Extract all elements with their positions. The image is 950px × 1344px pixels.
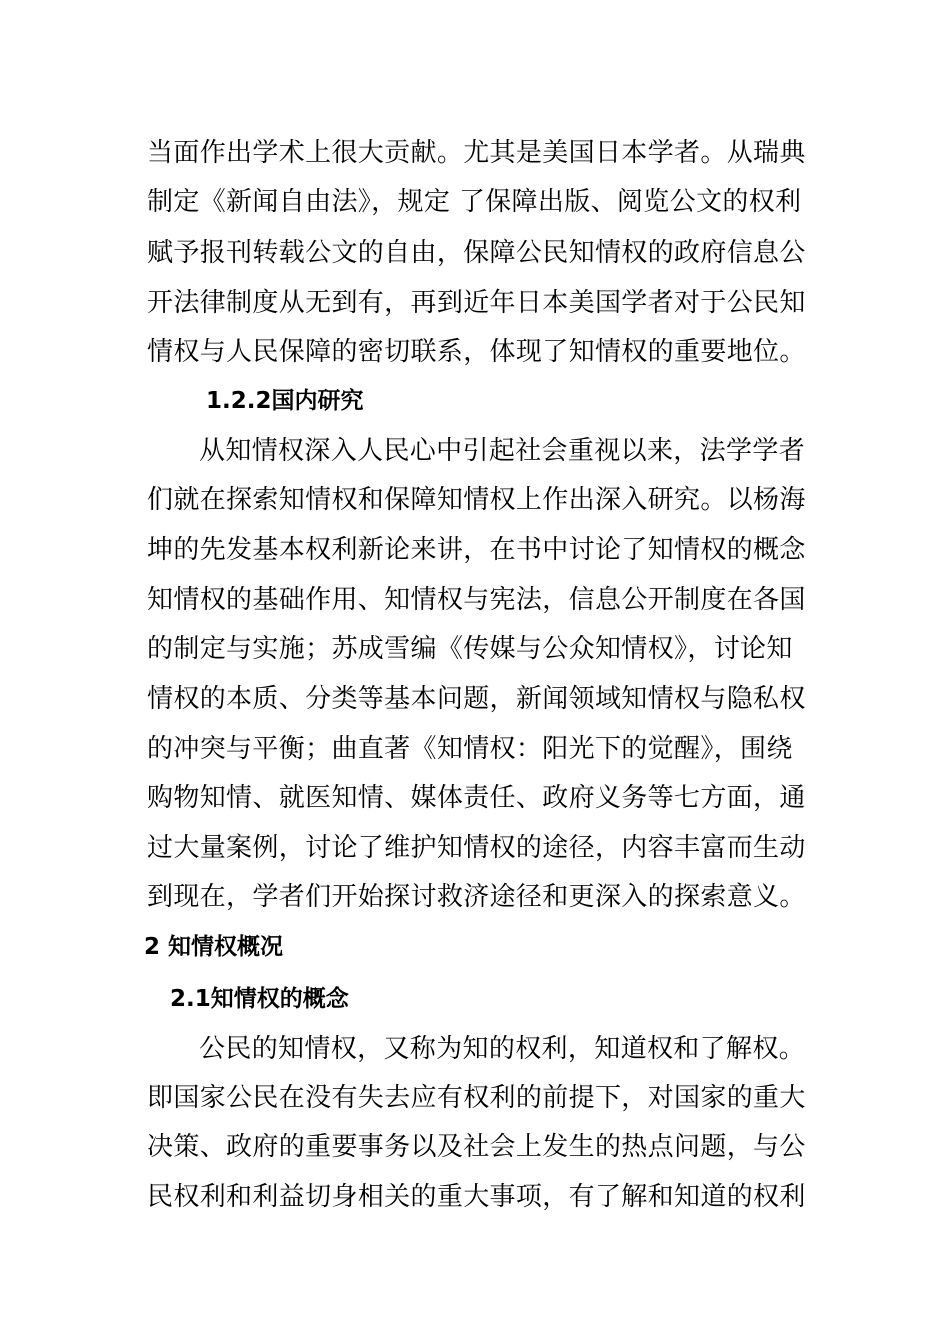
text-line: 制定《新闻自由法》，规定 了保障出版、阅览公文的权利 [147, 187, 802, 217]
text-line: 们就在探索知情权和保障知情权上作出深入研究。以杨海 [147, 485, 806, 515]
text-line: 知情权的基础作用、知情权与宪法，信息公开制度在各国 [147, 585, 806, 615]
text-line: 情权与人民保障的密切联系，体现了知情权的重要地位。 [147, 337, 806, 367]
text-line: 购物知情、就医知情、媒体责任、政府义务等七方面，通 [147, 783, 806, 813]
text-line: 情权的本质、分类等基本问题，新闻领域知情权与隐私权 [147, 684, 806, 714]
text-line: 公民的知情权，又称为知的权利，知道权和了解权。 [199, 1034, 806, 1064]
text-line: 从知情权深入人民心中引起社会重视以来，法学学者 [199, 436, 806, 466]
text-line: 即国家公民在没有失去应有权利的前提下，对国家的重大 [147, 1083, 806, 1113]
text-line: 的制定与实施；苏成雪编《传媒与公众知情权》，讨论知 [147, 634, 793, 664]
text-line: 当面作出学术上很大贡献。尤其是美国日本学者。从瑞典 [147, 138, 806, 168]
section-heading-2-1: 2.1知情权的概念 [170, 986, 349, 1012]
text-line: 到现在，学者们开始探讨救济途径和更深入的探索意义。 [147, 882, 806, 912]
chapter-heading-2: 2 知情权概况 [144, 934, 284, 960]
text-line: 过大量案例，讨论了维护知情权的途径，内容丰富而生动 [147, 833, 806, 863]
text-line: 的冲突与平衡；曲直著《知情权：阳光下的觉醒》，围绕 [147, 734, 793, 764]
text-line: 决策、政府的重要事务以及社会上发生的热点问题，与公 [147, 1132, 806, 1162]
text-line: 赋予报刊转载公文的自由，保障公民知情权的政府信息公 [147, 238, 806, 268]
section-heading-1-2-2: 1.2.2国内研究 [206, 388, 364, 414]
text-line: 坤的先发基本权利新论来讲，在书中讨论了知情权的概念 [147, 535, 806, 565]
text-line: 民权利和利益切身相关的重大事项，有了解和知道的权利 [147, 1182, 806, 1212]
text-line: 开法律制度从无到有，再到近年日本美国学者对于公民知 [147, 288, 806, 318]
